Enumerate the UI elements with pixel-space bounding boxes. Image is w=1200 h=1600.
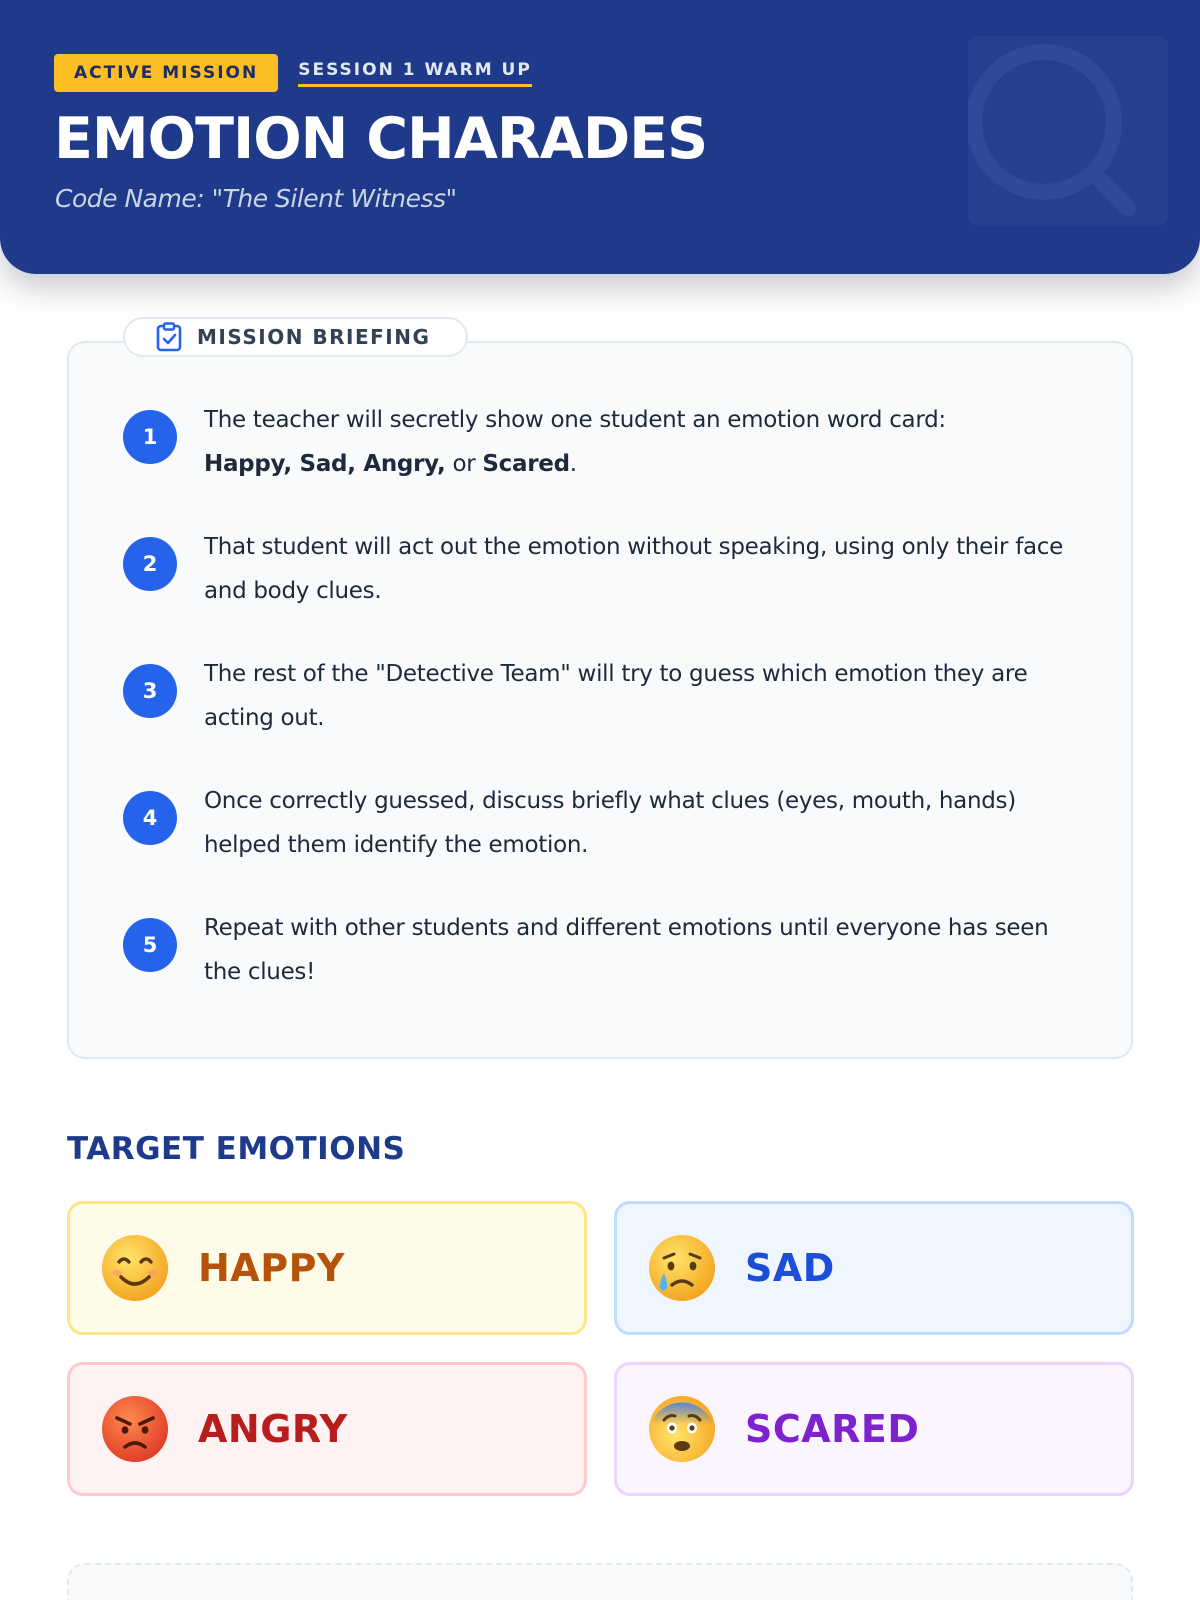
emotion-card-scared[interactable] (614, 1362, 1134, 1496)
step-number: 4 (123, 791, 177, 845)
step-emphasis: Happy, Sad, Angry, (204, 451, 446, 477)
smiling-face-icon (100, 1233, 170, 1303)
code-name: Code Name: "The Silent Witness" (55, 184, 457, 213)
emotion-label: SCARED (745, 1407, 920, 1451)
mission-briefing-tab (123, 317, 468, 357)
emotion-label: HAPPY (198, 1246, 345, 1290)
crying-face-icon (647, 1233, 717, 1303)
emotion-card-sad[interactable] (614, 1201, 1134, 1335)
emotion-label: SAD (745, 1246, 835, 1290)
step-text-main: The teacher will secretly show one student an emotion word card: (204, 407, 946, 433)
mission-briefing-label: MISSION BRIEFING (197, 325, 431, 349)
emotion-label: ANGRY (198, 1407, 348, 1451)
step-text (204, 398, 1084, 486)
magnifying-glass-icon (968, 36, 1168, 226)
step-text: Once correctly guessed, discuss briefly what clues (eyes, mouth, hands) helped them identify the emotion. (204, 788, 1016, 858)
step-text: Repeat with other students and different emotions until everyone has seen the clues! (204, 915, 1049, 985)
step-joiner: or (445, 451, 483, 477)
active-mission-badge: ACTIVE MISSION (54, 54, 278, 92)
mission-header (0, 0, 1200, 274)
angry-face-icon (100, 1394, 170, 1464)
next-section-card (67, 1563, 1133, 1600)
page-title: EMOTION CHARADES (54, 106, 708, 172)
step-number: 5 (123, 918, 177, 972)
session-link[interactable]: SESSION 1 WARM UP (298, 60, 532, 87)
header-badges (54, 54, 532, 92)
target-emotions-title: TARGET EMOTIONS (67, 1131, 406, 1167)
step-emphasis: Scared (482, 451, 570, 477)
step-text: That student will act out the emotion without speaking, using only their face and body clues. (204, 534, 1063, 604)
clipboard-check-icon (155, 322, 183, 352)
step-number: 2 (123, 537, 177, 591)
step-end: . (569, 451, 577, 477)
emotion-card-happy[interactable] (67, 1201, 587, 1335)
fearful-face-icon (647, 1394, 717, 1464)
step-text: The rest of the "Detective Team" will try to guess which emotion they are acting out. (204, 661, 1028, 731)
step-number: 3 (123, 664, 177, 718)
step-number: 1 (123, 410, 177, 464)
emotion-card-angry[interactable] (67, 1362, 587, 1496)
